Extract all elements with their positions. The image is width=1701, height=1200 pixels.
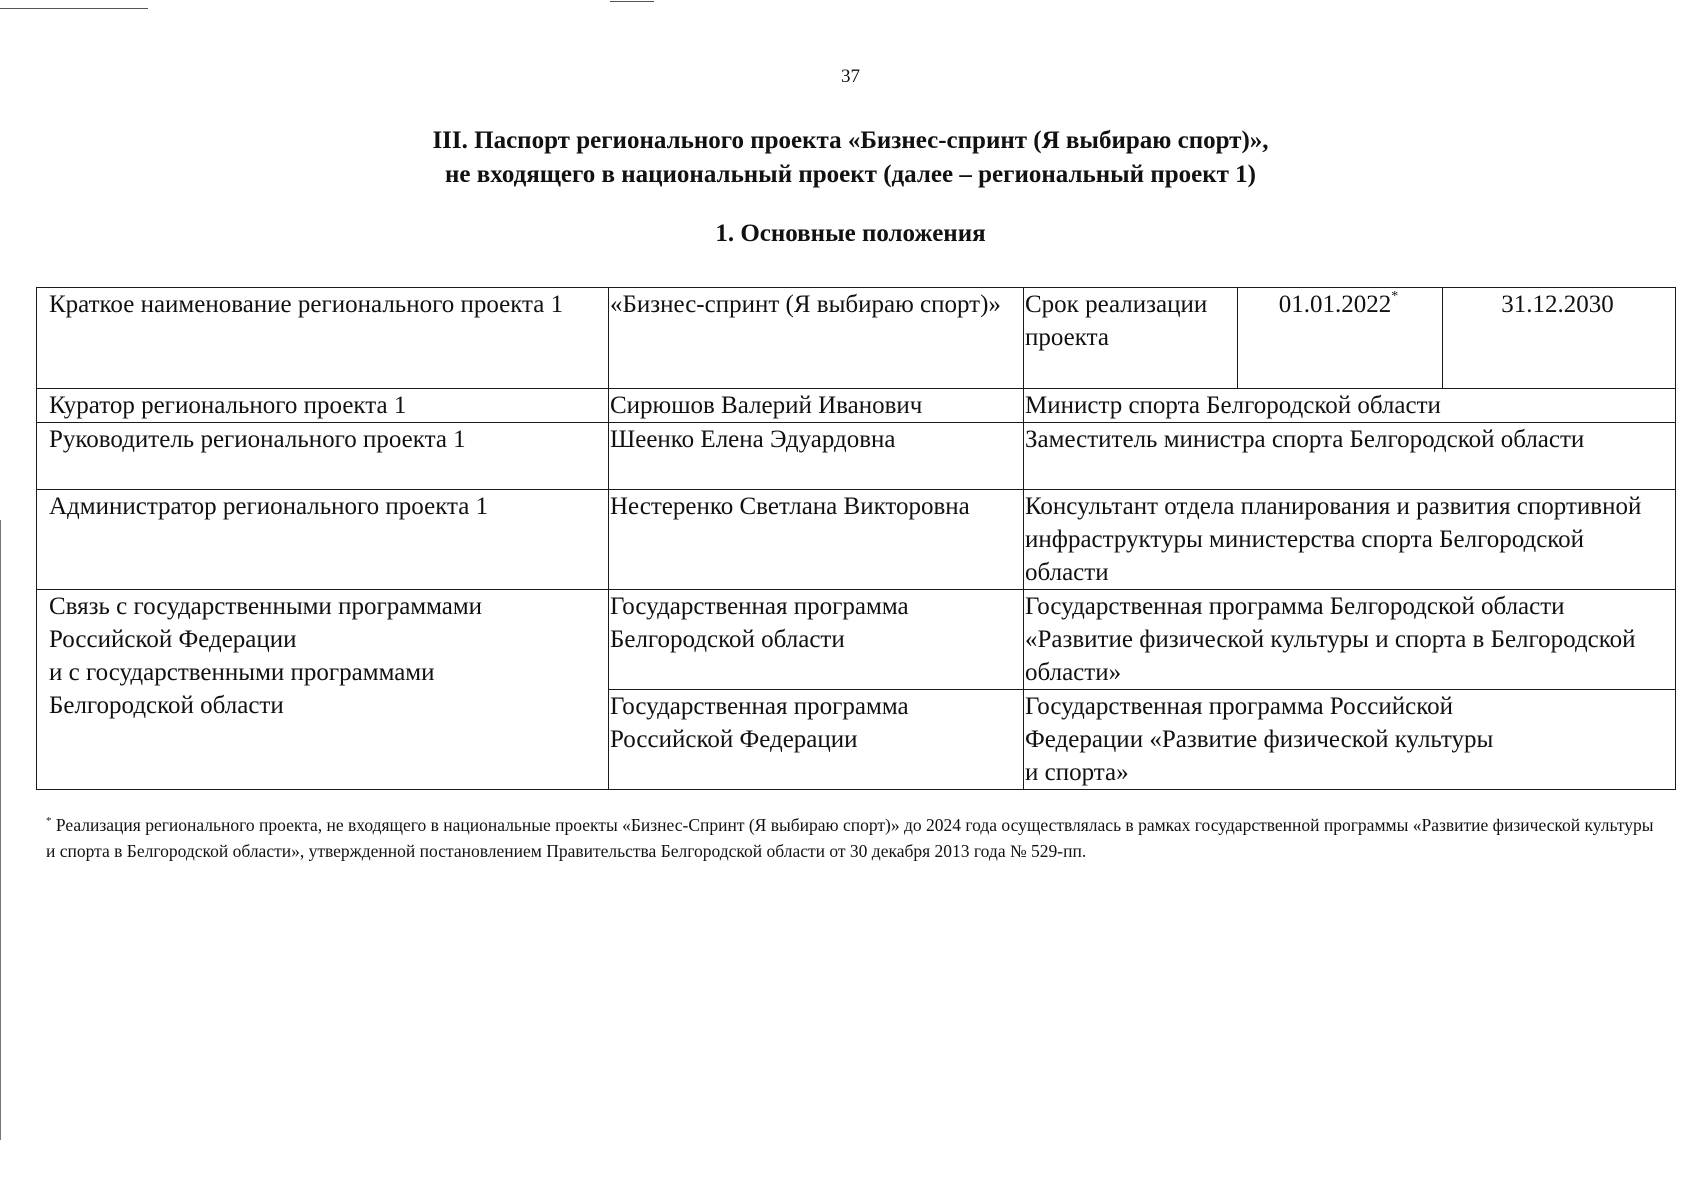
start-date-cell (1238, 288, 1443, 389)
administrator-name: Нестеренко Светлана Викторовна (609, 490, 1024, 590)
table-row-short-name (37, 288, 1676, 389)
footnote-text: Реализация регионального проекта, не входящего в национальные проекты «Бизнес-Спринт (Я выбираю спорт)» до 2024 года осуществлялась в рамках государственной программы «Развитие физической культуры и спорта в Белгородской области», утвержденной постановлением Правительства Белгородской области от 30 декабря 2013 года № 529-пп. (46, 815, 1654, 861)
federal-program-name-line-1: Государственная программа Российской (1025, 693, 1454, 720)
curator-name: Сирюшов Валерий Иванович (609, 389, 1024, 423)
term-label: Срок реализации проекта (1024, 288, 1238, 389)
short-name-value: «Бизнес-спринт (Я выбираю спорт)» (609, 288, 1024, 389)
footnote-marker: * (1391, 289, 1399, 304)
page-number: 37 (841, 66, 860, 87)
administrator-label: Администратор регионального проекта 1 (37, 490, 609, 590)
scan-artifact-line (610, 1, 654, 2)
head-label: Руководитель регионального проекта 1 (37, 423, 609, 490)
end-date: 31.12.2030 (1443, 288, 1676, 389)
document-heading (0, 124, 1701, 192)
curator-label: Куратор регионального проекта 1 (37, 389, 609, 423)
heading-line-1: III. Паспорт регионального проекта «Бизнес-спринт (Я выбираю спорт)», (432, 127, 1269, 154)
start-date: 01.01.2022 (1278, 291, 1392, 318)
programs-label-line-1: Связь с государственными программами (49, 593, 483, 620)
regional-program-name: Государственная программа Белгородской области «Развитие физической культуры и спорта в Белгородской области» (1024, 590, 1676, 690)
head-position: Заместитель министра спорта Белгородской области (1024, 423, 1676, 490)
heading-line-2: не входящего в национальный проект (далее – региональный проект 1) (445, 161, 1256, 188)
footnote (46, 812, 1666, 864)
programs-label (37, 590, 609, 790)
scan-edge-mark (0, 520, 1, 1140)
scan-artifact-line (0, 8, 148, 9)
programs-label-line-3: и с государственными программами (49, 659, 435, 686)
programs-label-line-4: Белгородской области (49, 692, 284, 719)
short-name-label: Краткое наименование регионального проекта 1 (37, 288, 609, 389)
table-row-programs-regional (37, 590, 1676, 690)
federal-program-name-line-3: и спорта» (1025, 759, 1129, 786)
regional-program-type: Государственная программа Белгородской области (609, 590, 1024, 690)
programs-label-line-2: Российской Федерации (49, 626, 297, 653)
table-row-curator (37, 389, 1676, 423)
federal-program-type: Государственная программа Российской Федерации (609, 690, 1024, 790)
project-passport-table (36, 287, 1676, 790)
table-row-administrator (37, 490, 1676, 590)
administrator-position: Консультант отдела планирования и развития спортивной инфраструктуры министерства спорта Белгородской области (1024, 490, 1676, 590)
section-title: 1. Основные положения (715, 220, 986, 247)
federal-program-name-line-2: Федерации «Развитие физической культуры (1025, 726, 1494, 753)
head-name: Шеенко Елена Эдуардовна (609, 423, 1024, 490)
federal-program-name (1024, 690, 1676, 790)
table-row-head (37, 423, 1676, 490)
footnote-mark: * (46, 815, 52, 827)
curator-position: Министр спорта Белгородской области (1024, 389, 1676, 423)
